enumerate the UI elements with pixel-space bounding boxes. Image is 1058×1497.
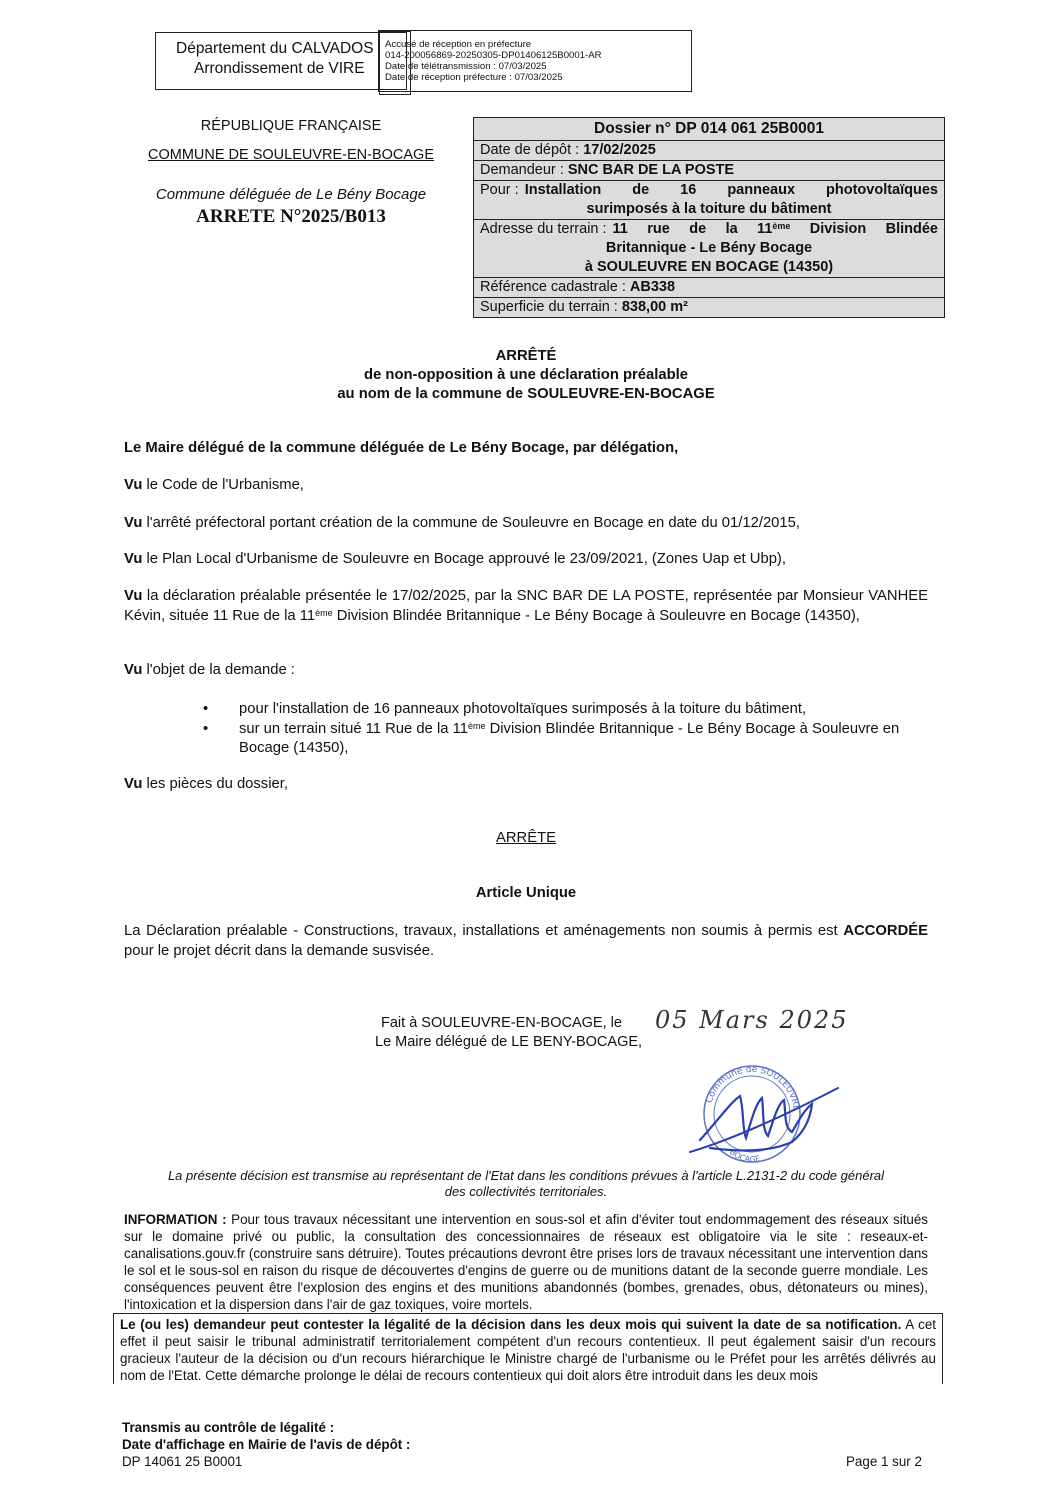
title-arrete: ARRÊTÉ [495, 348, 557, 364]
title-line-3: au nom de la commune de SOULEUVRE-EN-BOCAGE [337, 386, 715, 402]
stamp-line-3: Date de télétransmission : 07/03/2025 [385, 61, 547, 72]
dossier-cadastre-row [474, 277, 944, 297]
department-box [155, 32, 407, 90]
dossier-table [473, 117, 945, 318]
signature-seal-graphic [660, 1048, 850, 1168]
maire-line: Le Maire délégué de LE BENY-BOCAGE, [375, 1034, 643, 1050]
seal-and-signature [660, 1048, 850, 1168]
information-paragraph: INFORMATION : Pour tous travaux nécessitant une intervention en sous-sol et afin d'éviter tout endommagement des réseaux situés sur le domaine privé ou public, la consultation des concessionnaires de réseaux est obligatoire via le site : reseaux-et-canalisations.gouv.fr (construire sans détruire). Toutes précautions devront être prises lors de travaux nécessitant une intervention dans le sol et le sous-sol en raison du risque de découvertes d'engins de guerre ou de munitions datant de la seconde guerre mondiale. Les conséquences peuvent être l'explosion des engins et des munitions abandonnés (bombes, grenades, obus, détonateurs ou mines), l'intoxication et la dispersion dans l'air de gaz toxiques, voire mortels. [124, 1212, 929, 1312]
superficie-label: Superficie du terrain : [480, 299, 618, 315]
demandeur-label: Demandeur : [480, 162, 564, 178]
demandeur-value: SNC BAR DE LA POSTE [567, 162, 735, 178]
adresse-value-3: à SOULEUVRE EN BOCAGE (14350) [584, 259, 834, 275]
stamp-line-2: 014-200056869-20250305-DP01406125B0001-AR [385, 50, 602, 61]
seal-text-bottom: BOCAGE [728, 1147, 762, 1165]
list-item: • sur un terrain situé 11 Rue de la 11ème Division Blindée Britannique - Le Bény Bocage à Souleuvre en Bocage (14350), [203, 720, 927, 759]
article-text: La Déclaration préalable - Constructions, travaux, installations et aménagements non soumis à permis est ACCORDÉE pour le projet décrit dans la demande susvisée. [124, 923, 928, 959]
document-title-block [124, 347, 928, 404]
dossier-superficie-row [474, 297, 944, 317]
superficie-value: 838,00 m² [621, 299, 688, 315]
stamp-line-1: Accusé de réception en préfecture [385, 39, 532, 50]
vu-pieces: Vu les pièces du dossier, [124, 776, 288, 792]
dp-reference: DP 14061 25 B0001 [122, 1454, 243, 1469]
seal-text: Commune de SOULEUVRE [704, 1064, 801, 1112]
pour-value-1: Installation de 16 panneaux photovoltaïques [524, 182, 938, 198]
article-heading: Article Unique [475, 885, 577, 901]
cadastre-label: Référence cadastrale : [480, 279, 626, 295]
republique-francaise: RÉPUBLIQUE FRANÇAISE [200, 118, 382, 134]
adresse-line-1 [480, 220, 938, 239]
transmission-notice [124, 1168, 928, 1200]
page-number: Page 1 sur 2 [846, 1454, 922, 1469]
transmis-label: Transmis au contrôle de légalité : [122, 1420, 335, 1435]
adresse-value-2: Britannique - Le Bény Bocage [605, 240, 813, 256]
dossier-pour-row [474, 180, 944, 219]
vu-declaration: Vu la déclaration préalable présentée le 17/02/2025, par la SNC BAR DE LA POSTE, représentée par Monsieur VANHEE Kévin, située 11 Rue de la 11ème Division Blindée Britannique - Le Bény Bocage à Souleuvre en Bocage (14350), [124, 588, 928, 624]
reception-stamp [378, 30, 692, 92]
commune-deleguee: Commune déléguée de Le Bény Bocage [155, 186, 427, 203]
adresse-value-1: 11 rue de la 11ème Division Blindée [612, 221, 938, 237]
vu-plu: Vu le Plan Local d'Urbanisme de Souleuvre en Bocage approuvé le 23/09/2021, (Zones Uap et Ubp), [124, 551, 786, 567]
affichage-label: Date d'affichage en Mairie de l'avis de dépôt : [122, 1437, 411, 1452]
cadastre-value: AB338 [629, 279, 676, 295]
list-item: • pour l'installation de 16 panneaux photovoltaïques surimposés à la toiture du bâtiment, [203, 700, 927, 720]
vu-code-urbanisme: Vu le Code de l'Urbanisme, [124, 477, 304, 493]
maire-delegation: Le Maire délégué de la commune déléguée de Le Bény Bocage, par délégation, [124, 440, 679, 456]
dossier-adresse-row [474, 219, 944, 277]
legal-text: Le (ou les) demandeur peut contester la légalité de la décision dans les deux mois qui suivent la date de sa notification. A cet effet il peut saisir le tribunal administratif territorialement compétent d'un recours contentieux. Il peut également saisir d'un recours gracieux l'auteur de la décision ou d'un recours hiérarchique le Ministre chargé de l'urbanisme ou le Préfet pour les arrêtés délivrés au nom de l'Etat. Cette démarche prolonge le délai de recours contentieux qui doit alors être introduit dans les deux mois [120, 1317, 936, 1383]
title-line-2: de non-opposition à une déclaration préalable [364, 367, 688, 383]
vu-objet: Vu l'objet de la demande : [124, 662, 295, 678]
arrete-heading: ARRÊTE [495, 830, 557, 846]
vu-arrete-prefectoral: Vu l'arrêté préfectoral portant création de la commune de Souleuvre en Bocage en date du 01/12/2015, [124, 515, 800, 531]
dossier-demandeur-row [474, 160, 944, 180]
date-value: 17/02/2025 [583, 142, 656, 158]
date-label: Date de dépôt : [480, 142, 580, 158]
stamp-line-4: Date de réception préfecture : 07/03/2025 [385, 72, 563, 83]
handwritten-date: 05 Mars 2025 [655, 1006, 849, 1034]
arrete-number: ARRETE N°2025/B013 [196, 206, 386, 227]
pour-label: Pour : [480, 182, 519, 198]
department-name: Département du CALVADOS [176, 40, 374, 57]
dossier-title: Dossier n° DP 014 061 25B0001 [594, 120, 824, 137]
fait-a: Fait à SOULEUVRE-EN-BOCAGE, le [381, 1015, 622, 1031]
pour-line-1 [480, 181, 938, 200]
pour-value-2: surimposés à la toiture du bâtiment [586, 201, 832, 217]
transmission-line-1: La présente décision est transmise au représentant de l'Etat dans les conditions prévues à l'article L.2131-2 du code général [167, 1168, 885, 1183]
transmission-line-2: des collectivités territoriales. [444, 1184, 608, 1199]
adresse-label: Adresse du terrain : [480, 221, 607, 237]
legal-recourse-box [113, 1313, 943, 1384]
objet-list [203, 700, 927, 759]
arrondissement: Arrondissement de VIRE [194, 60, 365, 77]
commune-name: COMMUNE DE SOULEUVRE-EN-BOCAGE [147, 147, 434, 163]
dossier-date-row [474, 140, 944, 160]
